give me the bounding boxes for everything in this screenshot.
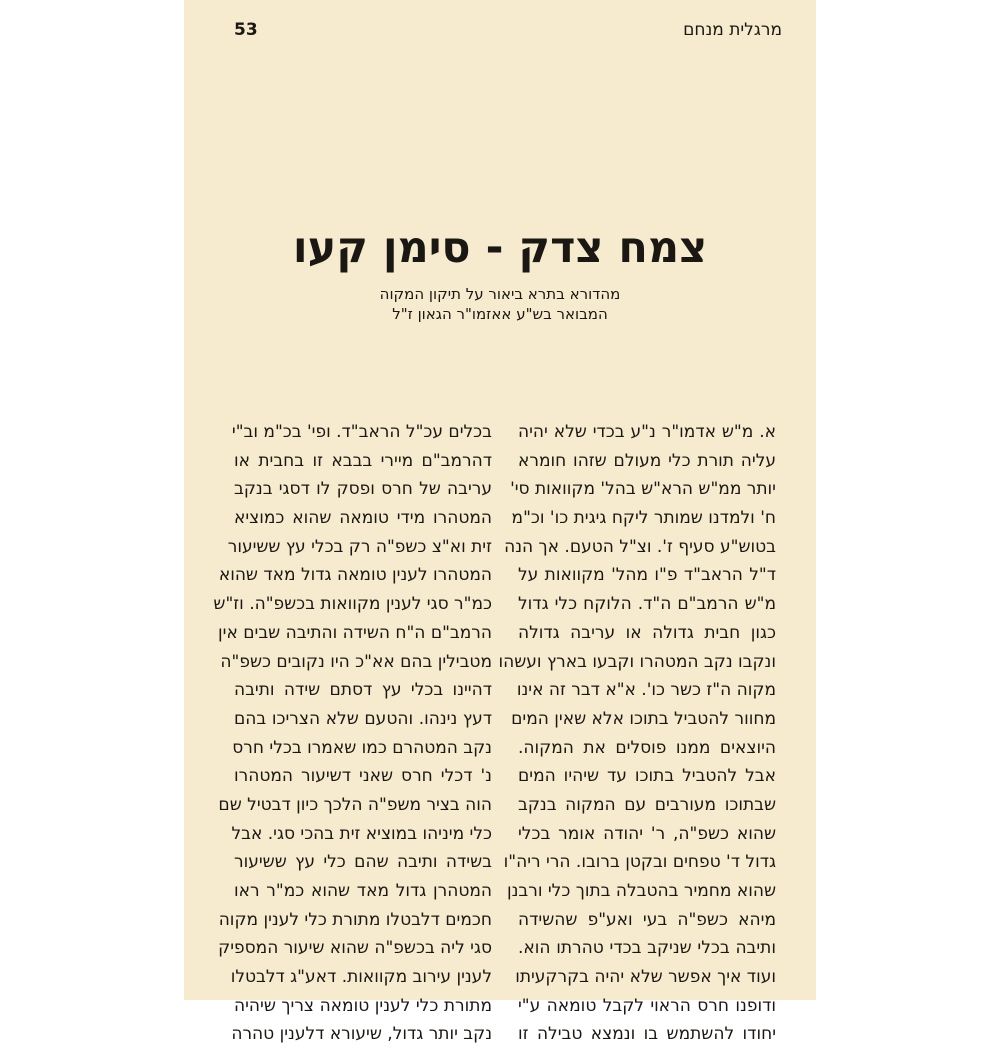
text-line: מחוור להטביל בתוכו אלא שאין המים [511,708,776,729]
text-line: כמ"ר סגי לענין מקוואות בכשפ"ה. וז"ש [213,594,492,615]
text-line: בכלים עכ"ל הראב"ד. ופי' בכ"מ וב"י [231,422,492,442]
text-line: ונקבו נקב המטהרו וקבעו בארץ ועשהו [498,651,776,672]
text-line: לענין עירוב מקוואות. דאע"ג דלבטלו [230,967,492,988]
text-line: בשידה ותיבה שהם כלי עץ ששיעור [234,852,492,873]
chapter-title: צמח צדק - סימן קעו [292,223,708,273]
text-line: כגון חבית גדולה או עריבה גדולה [518,622,776,643]
text-line: בטוש"ע סעיף ז'. וצ"ל הטעם. אך הנה [504,536,776,557]
text-line: שהוא כשפ"ה, ר' יהודה אומר בכלי [518,823,776,844]
text-line: המטהרו מידי טומאה שהוא כמוציא [234,508,492,529]
title-block [224,222,776,324]
text-line: עליה תורת כלי מעולם שזהו חומרא [518,450,776,471]
text-line: שבתוכו מעורבים עם המקוה בנקב [518,794,776,815]
text-line: דהיינו בכלי עץ דסתם שידה ותיבה [234,680,492,701]
text-line: המטהרו לענין טומאה גדול מאד שהוא [218,565,492,586]
text-line: היוצאים ממנו פוסלים את המקוה. [518,737,776,758]
text-line: מיהא כשפ"ה בעי ואע"פ שהשידה [518,909,776,930]
text-line: מקוה ה"ז כשר כו'. א"א דבר זה אינו [516,680,776,701]
text-line: הרמב"ם ה"ח השידה והתיבה שבים אין [218,622,492,643]
text-line: מ"ש הרמב"ם ה"ד. הלוקח כלי גדול [518,594,776,615]
text-line: נ' דכלי חרס שאני דשיעור המטהרו [234,766,492,787]
page-number: 53 [234,20,258,40]
text-line: הוה בציר משפ"ה הלכך כיון דבטיל שם [218,794,492,815]
left-column [213,418,492,1049]
subtitle-line-1: מהדורא בתרא ביאור על תיקון המקוה [379,285,621,303]
text-line: גדול ד' טפחים ובקטן ברובו. הרי ריה"ו [503,852,776,873]
subtitle-line-2: המבואר בש"ע אאזמו"ר הגאון ז"ל [392,305,608,323]
text-line: יותר ממ"ש הרא"ש בהל' מקוואות סי' [510,479,776,500]
text-line: כלי מיניהו במוציא זית בהכי סגי. אבל [231,823,492,844]
body-columns [213,418,776,1049]
text-line: ותיבה בכלי שניקב בכדי טהרתו הוא. [518,938,776,959]
right-column [498,418,776,1049]
book-page [184,0,816,1045]
text-line: עריבה של חרס ופסק לו דסגי בנקב [234,479,492,500]
text-line: א. מ"ש אדמו"ר נ"ע בכדי שלא יהיה [518,422,776,442]
text-line: סגי ליה בכשפ"ה שהוא שיעור המספיק [218,938,492,959]
text-line: ח' ולמדנו שמותר ליקח גיגית כו' וכ"מ [511,508,776,529]
text-line: מתורת כלי לענין טומאה צריך שיהיה [234,995,492,1016]
text-line: ד"ל הראב"ד פ"ו מהל' מקוואות על [518,565,776,586]
text-line: אבל להטביל בתוכו עד שיהיו המים [518,766,776,787]
text-line: חכמים דלבטלו מתורת כלי לענין מקוה [218,909,492,930]
text-line: ודופנו חרס הראוי לקבל טומאה ע"י [518,995,776,1016]
text-line: דעץ נינהו. והטעם שלא הצריכו בהם [234,708,492,729]
text-line: נקב יותר גדול, שיעורא דלענין טהרה [231,1024,492,1045]
text-line: דהרמב"ם מיירי בבבא זו בחבית או [234,450,492,471]
text-line: מטבילין בהם אא"כ היו נקובים כשפ"ה [220,651,492,672]
text-line: ועוד איך אפשר שלא יהיה בקרקעיתו [515,967,776,988]
text-line: יחודו להשתמש בו ונמצא טבילה זו [518,1024,776,1045]
page-header [234,20,782,48]
text-line: נקב המטהרם כמו שאמרו בכלי חרס [232,737,492,758]
text-line: המטהרן גדול מאד שהוא כמ"ר ראו [234,881,492,901]
running-head: מרגלית מנחם [683,20,782,40]
text-line: שהוא מחמיר בהטבלה בתוך כלי ורבנן [506,881,776,901]
text-line: זית וא"צ כשפ"ה רק בכלי עץ ששיעור [227,536,492,557]
